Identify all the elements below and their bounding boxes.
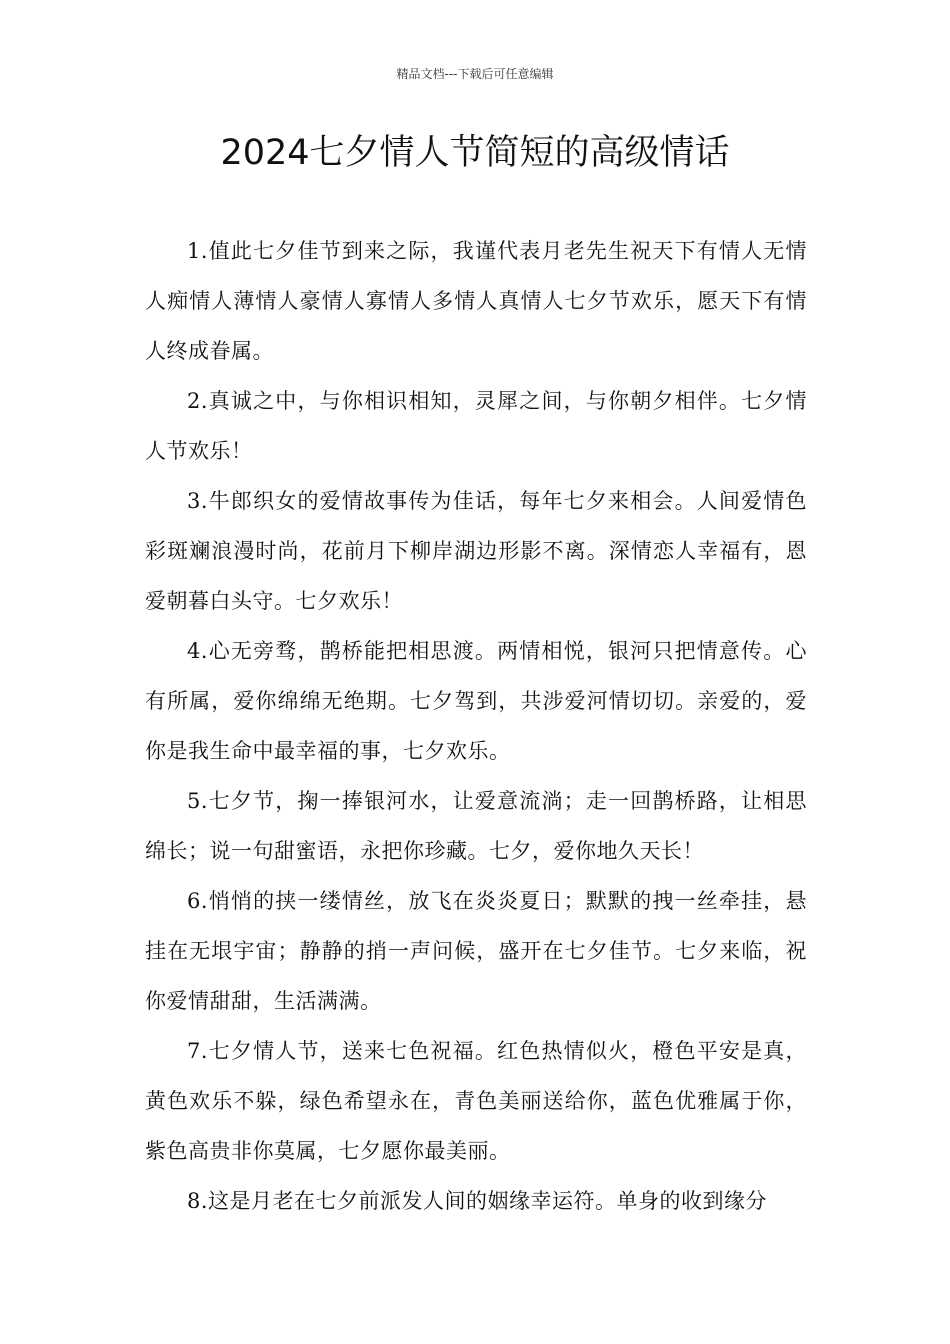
header-note: 精品文档---下载后可任意编辑 bbox=[396, 67, 554, 81]
paragraph-8: 8.这是月老在七夕前派发人间的姻缘幸运符。单身的收到缘分 bbox=[187, 1189, 768, 1213]
paragraph-7: 7.七夕情人节，送来七色祝福。红色热情似火，橙色平安是真，黄色欢乐不躲，绿色希望永在，青色美丽送给你，蓝色优雅属于你，紫色高贵非你莫属，七夕愿你最美丽。 bbox=[145, 1039, 807, 1163]
paragraph-5: 5.七夕节，掬一捧银河水，让爱意流淌；走一回鹊桥路，让相思绵长；说一句甜蜜语，永把你珍藏。七夕，爱你地久天长！ bbox=[145, 789, 807, 863]
document-body bbox=[145, 226, 807, 1226]
paragraph-1: 1.值此七夕佳节到来之际，我谨代表月老先生祝天下有情人无情人痴情人薄情人豪情人寡情人多情人真情人七夕节欢乐，愿天下有情人终成眷属。 bbox=[145, 239, 807, 363]
paragraph-3: 3.牛郎织女的爱情故事传为佳话，每年七夕来相会。人间爱情色彩斑斓浪漫时尚，花前月下柳岸湖边形影不离。深情恋人幸福有，恩爱朝暮白头守。七夕欢乐！ bbox=[145, 489, 807, 613]
paragraph-4: 4.心无旁骛，鹊桥能把相思渡。两情相悦，银河只把情意传。心有所属，爱你绵绵无绝期。七夕驾到，共涉爱河情切切。亲爱的，爱你是我生命中最幸福的事，七夕欢乐。 bbox=[145, 639, 807, 763]
paragraph-2: 2.真诚之中，与你相识相知，灵犀之间，与你朝夕相伴。七夕情人节欢乐！ bbox=[145, 389, 807, 463]
document-title: 2024七夕情人节简短的高级情话 bbox=[220, 133, 730, 173]
paragraph-6: 6.悄悄的挟一缕情丝，放飞在炎炎夏日；默默的拽一丝牵挂，悬挂在无垠宇宙；静静的捎一声问候，盛开在七夕佳节。七夕来临，祝你爱情甜甜，生活满满。 bbox=[145, 889, 807, 1013]
